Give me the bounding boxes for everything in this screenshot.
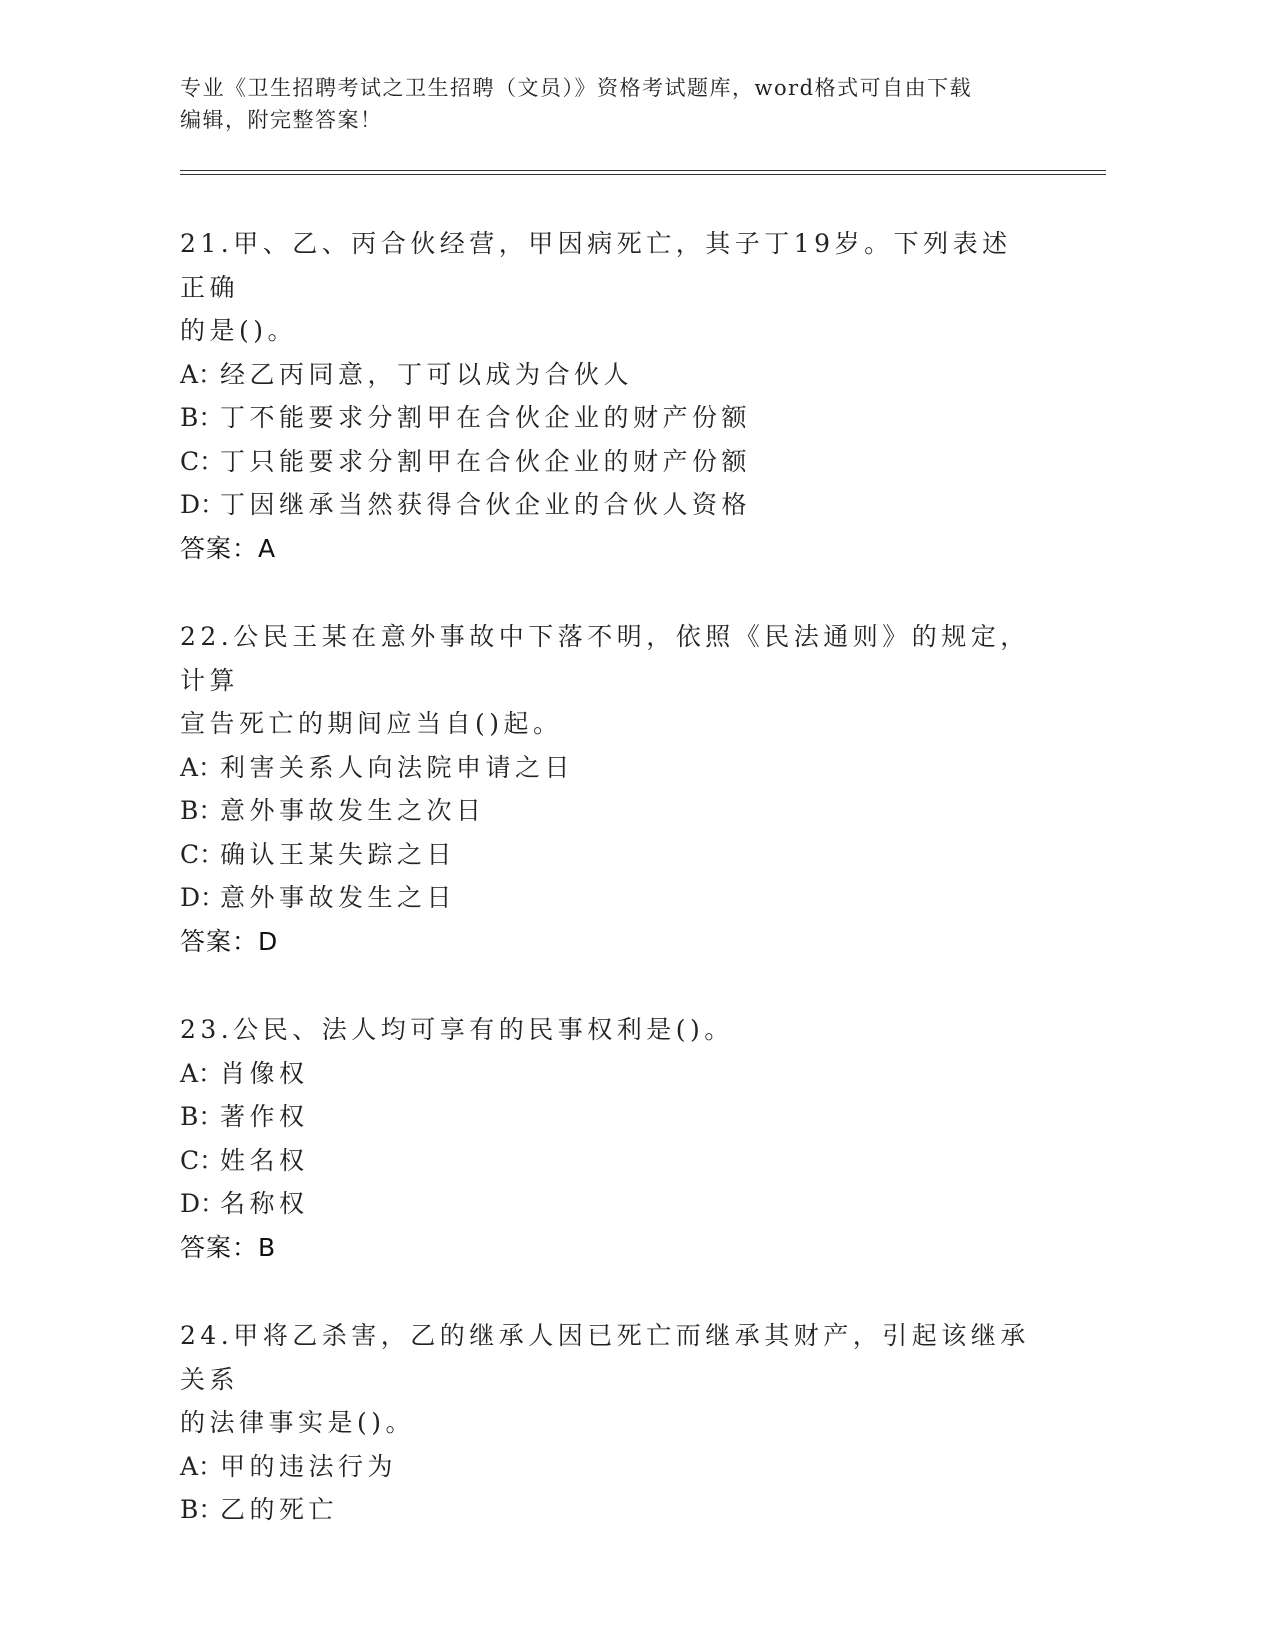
option-key: C： bbox=[180, 839, 225, 869]
option-key: C： bbox=[180, 446, 225, 476]
option-a bbox=[180, 353, 1040, 397]
option-a bbox=[180, 746, 1040, 790]
option-key: D： bbox=[180, 883, 226, 912]
option-key: D： bbox=[180, 490, 226, 519]
option-key: D： bbox=[180, 1189, 226, 1218]
option-text: 意外事故发生之次日 bbox=[220, 796, 486, 825]
document-header bbox=[180, 72, 1040, 136]
question-stem-line-1: 22.公民王某在意外事故中下落不明，依照《民法通则》的规定，计算 bbox=[180, 622, 1030, 695]
option-text: 经乙丙同意，丁可以成为合伙人 bbox=[220, 359, 634, 389]
question-stem-line-2: 的是()。 bbox=[180, 316, 298, 345]
option-text: 丁因继承当然获得合伙企业的合伙人资格 bbox=[220, 490, 752, 519]
option-list bbox=[180, 746, 1040, 920]
option-b bbox=[180, 789, 1040, 833]
answer-line: 答案：A bbox=[180, 533, 277, 563]
option-text: 意外事故发生之日 bbox=[220, 883, 457, 912]
question-stem-line-1: 23.公民、法人均可享有的民事权利是()。 bbox=[180, 1015, 734, 1044]
option-list bbox=[180, 1052, 1040, 1226]
option-key: B： bbox=[180, 1102, 224, 1131]
option-key: B： bbox=[180, 796, 224, 825]
option-text: 利害关系人向法院申请之日 bbox=[220, 752, 575, 782]
option-text: 乙的死亡 bbox=[220, 1495, 339, 1524]
option-key: B： bbox=[180, 1495, 224, 1524]
header-line-2: 编辑，附完整答案！ bbox=[180, 108, 383, 132]
question-stem bbox=[180, 615, 1040, 746]
option-text: 名称权 bbox=[220, 1189, 309, 1218]
option-a bbox=[180, 1052, 1040, 1096]
option-text: 著作权 bbox=[220, 1102, 309, 1131]
option-key: C： bbox=[180, 1145, 225, 1175]
option-d bbox=[180, 876, 1040, 920]
answer-line: 答案：B bbox=[180, 1232, 277, 1262]
option-text: 确认王某失踪之日 bbox=[220, 839, 457, 869]
option-d bbox=[180, 1182, 1040, 1226]
option-d bbox=[180, 483, 1040, 527]
option-text: 甲的违法行为 bbox=[220, 1451, 398, 1481]
option-list bbox=[180, 1445, 1040, 1532]
question-stem-line-1: 21.甲、乙、丙合伙经营，甲因病死亡，其子丁19岁。下列表述正确 bbox=[180, 229, 1012, 302]
question-stem-line-1: 24.甲将乙杀害，乙的继承人因已死亡而继承其财产，引起该继承关系 bbox=[180, 1321, 1030, 1394]
option-key: A： bbox=[180, 1451, 224, 1481]
header-divider-top bbox=[180, 170, 1106, 171]
option-text: 丁不能要求分割甲在合伙企业的财产份额 bbox=[220, 403, 752, 432]
option-text: 丁只能要求分割甲在合伙企业的财产份额 bbox=[220, 446, 752, 476]
option-b bbox=[180, 1488, 1040, 1532]
question-22 bbox=[180, 615, 1040, 963]
question-21 bbox=[180, 222, 1040, 570]
option-c bbox=[180, 833, 1040, 877]
option-key: A： bbox=[180, 1058, 224, 1088]
question-23 bbox=[180, 1008, 1040, 1269]
header-divider-bottom bbox=[180, 174, 1106, 175]
option-a bbox=[180, 1445, 1040, 1489]
option-list bbox=[180, 353, 1040, 527]
option-b bbox=[180, 396, 1040, 440]
question-24 bbox=[180, 1314, 1040, 1532]
option-c bbox=[180, 1139, 1040, 1183]
question-stem-line-2: 的法律事实是()。 bbox=[180, 1408, 416, 1437]
header-line-1: 专业《卫生招聘考试之卫生招聘（文员）》资格考试题库，word格式可自由下载 bbox=[180, 76, 973, 100]
question-stem-line-2: 宣告死亡的期间应当自()起。 bbox=[180, 709, 563, 738]
question-stem bbox=[180, 1314, 1040, 1445]
option-b bbox=[180, 1095, 1040, 1139]
option-c bbox=[180, 440, 1040, 484]
option-key: B： bbox=[180, 403, 224, 432]
question-stem bbox=[180, 1008, 1040, 1052]
question-stem bbox=[180, 222, 1040, 353]
answer-line: 答案：D bbox=[180, 926, 279, 956]
option-key: A： bbox=[180, 359, 224, 389]
question-list bbox=[180, 222, 1040, 1577]
option-key: A： bbox=[180, 752, 224, 782]
option-text: 肖像权 bbox=[220, 1058, 309, 1088]
option-text: 姓名权 bbox=[220, 1145, 309, 1175]
